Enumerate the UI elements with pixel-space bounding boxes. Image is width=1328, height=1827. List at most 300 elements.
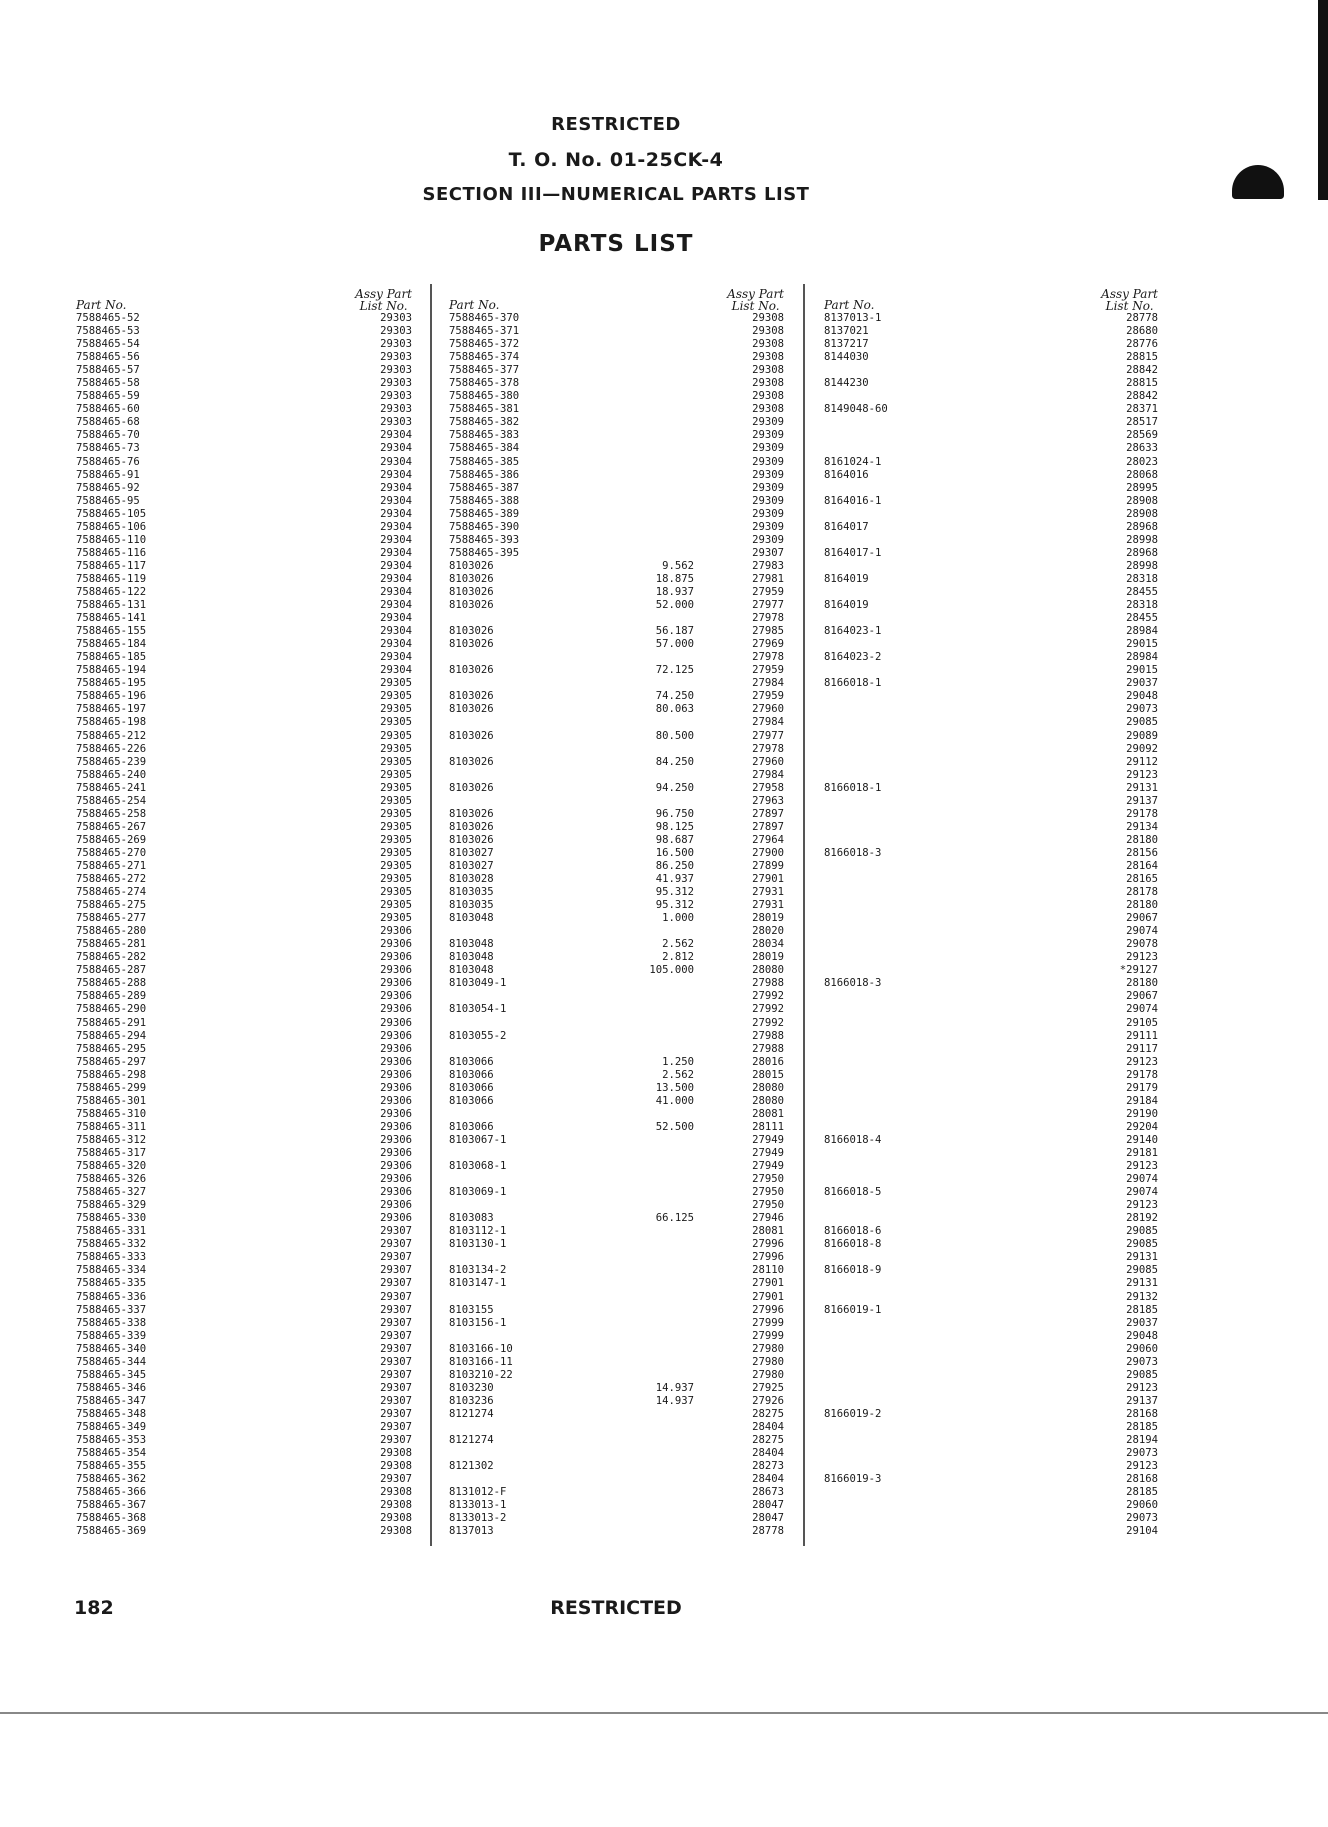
table-row bbox=[76, 1369, 412, 1382]
assy-list-number: 29304 bbox=[380, 494, 412, 507]
length-value: 98.125 bbox=[655, 820, 694, 833]
assy-list-number: 28908 bbox=[1126, 507, 1158, 520]
table-row bbox=[824, 886, 1158, 899]
assy-list-number: 29123 bbox=[1126, 951, 1158, 964]
assy-list-number: 28569 bbox=[1126, 429, 1158, 442]
table-row bbox=[449, 1030, 784, 1043]
assy-list-number: 27984 bbox=[752, 768, 784, 781]
assy-list-number: 29306 bbox=[380, 1212, 412, 1225]
assy-list-number: 29140 bbox=[1126, 1133, 1158, 1146]
assy-list-number: 27996 bbox=[752, 1303, 784, 1316]
table-row bbox=[449, 1095, 784, 1108]
assy-list-number: 29309 bbox=[752, 533, 784, 546]
assy-list-number: 29067 bbox=[1126, 990, 1158, 1003]
part-number: 8103067-1 bbox=[449, 1133, 507, 1146]
table-row bbox=[824, 977, 1158, 990]
table-row bbox=[824, 847, 1158, 860]
assy-list-number: 29089 bbox=[1126, 729, 1158, 742]
table-row bbox=[824, 482, 1158, 495]
part-number: 7588465-155 bbox=[76, 625, 147, 638]
assy-list-number: 28815 bbox=[1126, 351, 1158, 364]
length-value: 86.250 bbox=[655, 859, 694, 872]
length-value: 41.000 bbox=[655, 1094, 694, 1107]
table-row bbox=[449, 456, 784, 469]
table-row bbox=[76, 1330, 412, 1343]
part-number: 7588465-271 bbox=[76, 859, 147, 872]
assy-list-number: 28180 bbox=[1126, 833, 1158, 846]
length-value: 94.250 bbox=[655, 781, 694, 794]
table-row bbox=[824, 429, 1158, 442]
page-title: PARTS LIST bbox=[538, 231, 694, 257]
table-row bbox=[449, 1304, 784, 1317]
assy-list-number: 29307 bbox=[380, 1407, 412, 1420]
table-row bbox=[824, 769, 1158, 782]
assy-list-number: 29305 bbox=[380, 677, 412, 690]
assy-list-number: 29304 bbox=[380, 533, 412, 546]
part-number: 7588465-332 bbox=[76, 1238, 147, 1251]
assy-list-number: 29308 bbox=[752, 390, 784, 403]
assy-list-number: 28080 bbox=[752, 1081, 784, 1094]
assy-list-number: 28164 bbox=[1126, 859, 1158, 872]
length-value: 52.000 bbox=[655, 599, 694, 612]
table-row bbox=[824, 1447, 1158, 1460]
assy-list-number: 29304 bbox=[380, 442, 412, 455]
assy-list-number: 29307 bbox=[380, 1329, 412, 1342]
part-number: 7588465-117 bbox=[76, 559, 147, 572]
assy-list-number: 29303 bbox=[380, 364, 412, 377]
table-row bbox=[76, 743, 412, 756]
assy-list-number: 28081 bbox=[752, 1225, 784, 1238]
parts-rows bbox=[449, 312, 784, 1538]
table-row bbox=[76, 1356, 412, 1369]
table-row bbox=[76, 351, 412, 364]
table-row bbox=[824, 860, 1158, 873]
assy-list-number: 29308 bbox=[380, 1486, 412, 1499]
assy-list-number: 29305 bbox=[380, 703, 412, 716]
assy-list-number: 29305 bbox=[380, 755, 412, 768]
assy-list-number: 28168 bbox=[1126, 1473, 1158, 1486]
part-number: 8103066 bbox=[449, 1120, 494, 1133]
assy-list-number: 28192 bbox=[1126, 1212, 1158, 1225]
table-row bbox=[449, 1160, 784, 1173]
assy-list-number: 29306 bbox=[380, 1173, 412, 1186]
table-row bbox=[824, 730, 1158, 743]
assy-list-number: 29304 bbox=[380, 664, 412, 677]
table-row bbox=[76, 429, 412, 442]
length-value: 9.562 bbox=[662, 559, 694, 572]
part-number: 7588465-291 bbox=[76, 1016, 147, 1029]
assy-list-number: 29131 bbox=[1126, 1277, 1158, 1290]
part-number: 7588465-327 bbox=[76, 1186, 147, 1199]
assy-list-number: 29131 bbox=[1126, 781, 1158, 794]
table-row bbox=[449, 338, 784, 351]
assy-list-number: 27988 bbox=[752, 1042, 784, 1055]
assy-list-number: 29117 bbox=[1126, 1042, 1158, 1055]
assy-list-number: 28081 bbox=[752, 1107, 784, 1120]
length-value: 96.750 bbox=[655, 807, 694, 820]
assy-list-number: 28168 bbox=[1126, 1407, 1158, 1420]
length-value: 72.125 bbox=[655, 664, 694, 677]
table-row bbox=[76, 456, 412, 469]
header-restricted: RESTRICTED bbox=[551, 114, 681, 135]
part-number: 8103026 bbox=[449, 820, 494, 833]
part-number: 8103026 bbox=[449, 599, 494, 612]
part-number: 8164019 bbox=[824, 599, 869, 612]
length-value: 16.500 bbox=[655, 846, 694, 859]
table-row bbox=[824, 1108, 1158, 1121]
table-row bbox=[824, 1395, 1158, 1408]
assy-list-number: 29307 bbox=[380, 1290, 412, 1303]
assy-list-number: 29304 bbox=[380, 481, 412, 494]
table-row bbox=[449, 1173, 784, 1186]
assy-list-number: 29137 bbox=[1126, 1394, 1158, 1407]
table-row bbox=[824, 925, 1158, 938]
assy-list-number: 28842 bbox=[1126, 364, 1158, 377]
table-row bbox=[824, 899, 1158, 912]
part-number: 7588465-344 bbox=[76, 1355, 147, 1368]
table-row bbox=[449, 482, 784, 495]
assy-list-number: 28019 bbox=[752, 951, 784, 964]
assy-list-header: Assy Part List No. bbox=[727, 287, 784, 313]
table-row bbox=[824, 651, 1158, 664]
assy-list-number: 27959 bbox=[752, 585, 784, 598]
parts-column-2 bbox=[449, 282, 784, 1538]
table-row bbox=[824, 364, 1158, 377]
table-row bbox=[824, 1369, 1158, 1382]
length-value: 13.500 bbox=[655, 1081, 694, 1094]
assy-list-number: 29305 bbox=[380, 912, 412, 925]
assy-list-number: 29015 bbox=[1126, 664, 1158, 677]
table-row bbox=[824, 1421, 1158, 1434]
assy-list-number: 29309 bbox=[752, 429, 784, 442]
length-value: 57.000 bbox=[655, 638, 694, 651]
assy-list-number: 28180 bbox=[1126, 899, 1158, 912]
table-row bbox=[824, 1186, 1158, 1199]
part-number: 8103069-1 bbox=[449, 1186, 507, 1199]
table-row bbox=[449, 690, 784, 703]
table-row bbox=[824, 312, 1158, 325]
part-number: 8103026 bbox=[449, 625, 494, 638]
assy-list-number: 28371 bbox=[1126, 403, 1158, 416]
part-number: 7588465-195 bbox=[76, 677, 147, 690]
table-row bbox=[449, 834, 784, 847]
assy-list-number: 29307 bbox=[752, 546, 784, 559]
part-number: 7588465-380 bbox=[449, 390, 520, 403]
part-number: 7588465-59 bbox=[76, 390, 140, 403]
part-number: 8164019 bbox=[824, 572, 869, 585]
table-row bbox=[449, 899, 784, 912]
assy-list-number: 29306 bbox=[380, 1068, 412, 1081]
table-row bbox=[824, 690, 1158, 703]
assy-list-number: 27999 bbox=[752, 1329, 784, 1342]
table-row bbox=[76, 677, 412, 690]
assy-list-number: 29092 bbox=[1126, 742, 1158, 755]
table-row bbox=[824, 1434, 1158, 1447]
part-number: 8103027 bbox=[449, 846, 494, 859]
assy-list-number: 28178 bbox=[1126, 886, 1158, 899]
part-number: 8103035 bbox=[449, 899, 494, 912]
part-number: 7588465-119 bbox=[76, 572, 147, 585]
table-row bbox=[449, 1082, 784, 1095]
assy-list-number: 29132 bbox=[1126, 1290, 1158, 1303]
part-number: 7588465-54 bbox=[76, 338, 140, 351]
assy-list-number: 27978 bbox=[752, 612, 784, 625]
assy-list-number: 28995 bbox=[1126, 481, 1158, 494]
part-number: 7588465-368 bbox=[76, 1512, 147, 1525]
assy-list-number: 29304 bbox=[380, 520, 412, 533]
table-row bbox=[824, 638, 1158, 651]
assy-list-number: 28080 bbox=[752, 964, 784, 977]
assy-list-number: 28019 bbox=[752, 912, 784, 925]
table-row bbox=[824, 325, 1158, 338]
table-row bbox=[76, 1291, 412, 1304]
length-value: 74.250 bbox=[655, 690, 694, 703]
assy-list-number: 29307 bbox=[380, 1381, 412, 1394]
part-number: 7588465-282 bbox=[76, 951, 147, 964]
part-number: 7588465-345 bbox=[76, 1368, 147, 1381]
part-number: 7588465-122 bbox=[76, 585, 147, 598]
table-row bbox=[76, 1225, 412, 1238]
assy-list-number: 29037 bbox=[1126, 1316, 1158, 1329]
assy-list-number: 28404 bbox=[752, 1447, 784, 1460]
table-row bbox=[449, 1186, 784, 1199]
table-row bbox=[76, 1238, 412, 1251]
table-row bbox=[76, 469, 412, 482]
table-row bbox=[449, 495, 784, 508]
table-row bbox=[824, 1317, 1158, 1330]
part-number: 7588465-372 bbox=[449, 338, 520, 351]
part-number: 7588465-386 bbox=[449, 468, 520, 481]
assy-list-number: 29305 bbox=[380, 716, 412, 729]
part-number: 7588465-95 bbox=[76, 494, 140, 507]
table-row bbox=[76, 990, 412, 1003]
part-number: 8166018-3 bbox=[824, 977, 882, 990]
assy-list-number: 28998 bbox=[1126, 533, 1158, 546]
assy-list-number: 28778 bbox=[1126, 312, 1158, 324]
part-number: 7588465-290 bbox=[76, 1003, 147, 1016]
assy-list-number: 29305 bbox=[380, 794, 412, 807]
part-number: 8103026 bbox=[449, 690, 494, 703]
table-row bbox=[76, 1395, 412, 1408]
part-number: 8103035 bbox=[449, 886, 494, 899]
table-row bbox=[76, 899, 412, 912]
table-row bbox=[76, 1343, 412, 1356]
part-number: 7588465-52 bbox=[76, 312, 140, 324]
assy-list-number: 27977 bbox=[752, 599, 784, 612]
table-row bbox=[76, 495, 412, 508]
table-row bbox=[449, 886, 784, 899]
table-row bbox=[449, 1199, 784, 1212]
table-row bbox=[824, 1264, 1158, 1277]
parts-rows bbox=[824, 312, 1158, 1538]
table-row bbox=[449, 677, 784, 690]
part-number: 8103026 bbox=[449, 585, 494, 598]
scan-bottom-edge bbox=[0, 1712, 1328, 1714]
length-value: 18.937 bbox=[655, 585, 694, 598]
table-row bbox=[449, 599, 784, 612]
length-value: 14.937 bbox=[655, 1394, 694, 1407]
assy-list-number: 29304 bbox=[380, 507, 412, 520]
assy-list-number: 29308 bbox=[380, 1460, 412, 1473]
table-row bbox=[76, 364, 412, 377]
assy-list-number: 29306 bbox=[380, 1003, 412, 1016]
table-row bbox=[824, 573, 1158, 586]
assy-list-number: 29307 bbox=[380, 1394, 412, 1407]
part-number: 7588465-240 bbox=[76, 768, 147, 781]
length-value: 2.562 bbox=[662, 938, 694, 951]
assy-list-number: 29112 bbox=[1126, 755, 1158, 768]
assy-list-number: 29306 bbox=[380, 1094, 412, 1107]
table-row bbox=[449, 1251, 784, 1264]
table-row bbox=[824, 1473, 1158, 1486]
length-value: 2.812 bbox=[662, 951, 694, 964]
table-row bbox=[76, 886, 412, 899]
assy-list-number: 29309 bbox=[752, 494, 784, 507]
part-number: 7588465-335 bbox=[76, 1277, 147, 1290]
assy-list-number: 28842 bbox=[1126, 390, 1158, 403]
table-row bbox=[824, 808, 1158, 821]
assy-list-number: 27901 bbox=[752, 873, 784, 886]
table-row bbox=[76, 599, 412, 612]
assy-list-number: 29074 bbox=[1126, 1173, 1158, 1186]
part-number: 7588465-390 bbox=[449, 520, 520, 533]
table-row bbox=[824, 560, 1158, 573]
table-row bbox=[449, 1225, 784, 1238]
table-row bbox=[449, 730, 784, 743]
scan-edge-shadow bbox=[1318, 0, 1328, 200]
length-value: 1.000 bbox=[662, 912, 694, 925]
column-header bbox=[76, 282, 412, 312]
part-number: 8103028 bbox=[449, 873, 494, 886]
assy-list-number: *29127 bbox=[1119, 964, 1158, 977]
assy-list-number: 28673 bbox=[752, 1486, 784, 1499]
table-row bbox=[449, 1382, 784, 1395]
assy-list-number: 29304 bbox=[380, 625, 412, 638]
part-number: 7588465-329 bbox=[76, 1199, 147, 1212]
assy-list-number: 28047 bbox=[752, 1499, 784, 1512]
page-number: 182 bbox=[74, 1597, 114, 1619]
table-row bbox=[449, 651, 784, 664]
part-number: 7588465-212 bbox=[76, 729, 147, 742]
assy-list-number: 28815 bbox=[1126, 377, 1158, 390]
assy-list-number: 28165 bbox=[1126, 873, 1158, 886]
table-row bbox=[76, 508, 412, 521]
table-row bbox=[76, 560, 412, 573]
table-row bbox=[449, 795, 784, 808]
table-row bbox=[449, 1460, 784, 1473]
assy-list-number: 29307 bbox=[380, 1342, 412, 1355]
table-row bbox=[449, 1056, 784, 1069]
part-number: 7588465-56 bbox=[76, 351, 140, 364]
assy-list-number: 28068 bbox=[1126, 468, 1158, 481]
assy-list-number: 27984 bbox=[752, 716, 784, 729]
assy-list-number: 27950 bbox=[752, 1173, 784, 1186]
assy-list-number: 28404 bbox=[752, 1473, 784, 1486]
part-number: 7588465-281 bbox=[76, 938, 147, 951]
assy-list-number: 29306 bbox=[380, 964, 412, 977]
part-number: 8103112-1 bbox=[449, 1225, 507, 1238]
part-number: 7588465-76 bbox=[76, 455, 140, 468]
assy-list-number: 29085 bbox=[1126, 716, 1158, 729]
assy-list-number: 28016 bbox=[752, 1055, 784, 1068]
table-row bbox=[824, 703, 1158, 716]
part-number: 7588465-337 bbox=[76, 1303, 147, 1316]
assy-list-number: 28023 bbox=[1126, 455, 1158, 468]
assy-list-number: 29123 bbox=[1126, 768, 1158, 781]
table-row bbox=[449, 938, 784, 951]
assy-list-number: 29111 bbox=[1126, 1029, 1158, 1042]
parts-column-3 bbox=[824, 282, 1158, 1538]
part-number: 8103048 bbox=[449, 951, 494, 964]
part-number: 7588465-68 bbox=[76, 416, 140, 429]
part-number: 8103026 bbox=[449, 572, 494, 585]
table-row bbox=[824, 1238, 1158, 1251]
part-number: 8103026 bbox=[449, 664, 494, 677]
table-row bbox=[76, 1199, 412, 1212]
part-number: 7588465-347 bbox=[76, 1394, 147, 1407]
table-row bbox=[449, 403, 784, 416]
part-number: 7588465-346 bbox=[76, 1381, 147, 1394]
assy-list-number: 29306 bbox=[380, 1133, 412, 1146]
table-row bbox=[824, 547, 1158, 560]
part-number: 7588465-92 bbox=[76, 481, 140, 494]
table-row bbox=[76, 1186, 412, 1199]
part-number: 7588465-197 bbox=[76, 703, 147, 716]
table-row bbox=[76, 860, 412, 873]
part-number: 7588465-354 bbox=[76, 1447, 147, 1460]
table-row bbox=[449, 1434, 784, 1447]
assy-list-number: 27978 bbox=[752, 651, 784, 664]
table-row bbox=[76, 1434, 412, 1447]
table-row bbox=[76, 1525, 412, 1538]
part-number: 8166018-5 bbox=[824, 1186, 882, 1199]
part-number: 8164017-1 bbox=[824, 546, 882, 559]
assy-list-number: 29306 bbox=[380, 1107, 412, 1120]
table-row bbox=[824, 990, 1158, 1003]
part-number: 7588465-267 bbox=[76, 820, 147, 833]
part-number: 7588465-387 bbox=[449, 481, 520, 494]
length-value: 66.125 bbox=[655, 1212, 694, 1225]
table-row bbox=[824, 938, 1158, 951]
part-number: 8166018-1 bbox=[824, 781, 882, 794]
table-row bbox=[449, 873, 784, 886]
table-row bbox=[76, 716, 412, 729]
assy-list-number: 27985 bbox=[752, 625, 784, 638]
length-value: 95.312 bbox=[655, 886, 694, 899]
table-row bbox=[76, 1056, 412, 1069]
assy-list-number: 29305 bbox=[380, 899, 412, 912]
table-row bbox=[824, 442, 1158, 455]
assy-list-number: 28185 bbox=[1126, 1420, 1158, 1433]
part-number: 7588465-339 bbox=[76, 1329, 147, 1342]
table-row bbox=[449, 1330, 784, 1343]
part-number: 7588465-241 bbox=[76, 781, 147, 794]
assy-list-number: 29305 bbox=[380, 886, 412, 899]
part-number: 7588465-288 bbox=[76, 977, 147, 990]
part-number: 7588465-353 bbox=[76, 1434, 147, 1447]
part-number: 7588465-298 bbox=[76, 1068, 147, 1081]
table-row bbox=[824, 612, 1158, 625]
assy-list-number: 29305 bbox=[380, 768, 412, 781]
part-number: 7588465-277 bbox=[76, 912, 147, 925]
part-number: 8103066 bbox=[449, 1094, 494, 1107]
table-row bbox=[449, 586, 784, 599]
assy-list-number: 29309 bbox=[752, 442, 784, 455]
table-row bbox=[76, 1134, 412, 1147]
part-number: 8103049-1 bbox=[449, 977, 507, 990]
part-number: 7588465-362 bbox=[76, 1473, 147, 1486]
table-row bbox=[449, 1499, 784, 1512]
